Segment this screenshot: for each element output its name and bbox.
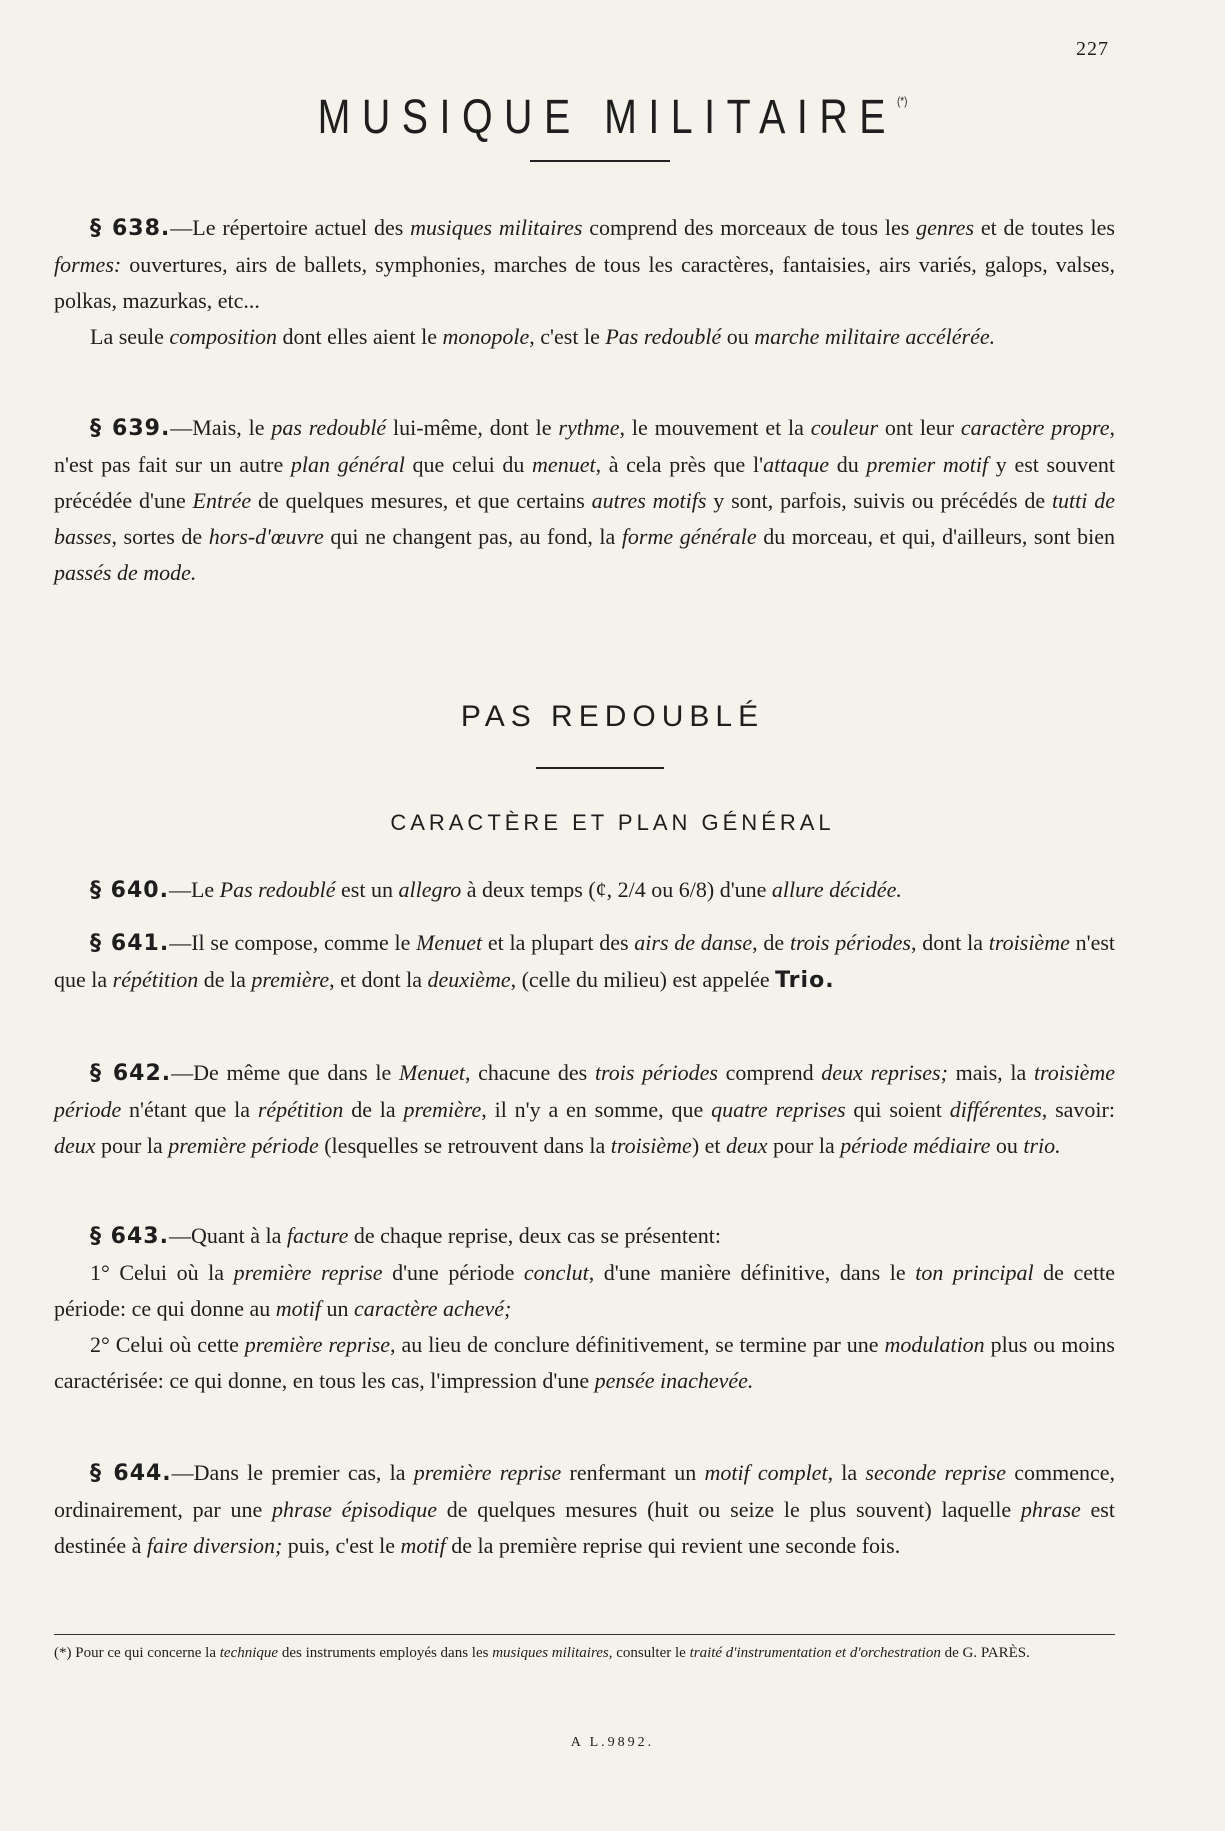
title-footnote-mark: (*) bbox=[896, 94, 908, 108]
emphasis: caractère achevé; bbox=[354, 1296, 512, 1321]
emphasis: musiques militaires bbox=[410, 215, 583, 240]
text: de la bbox=[198, 967, 252, 992]
emphasis: caractère propre bbox=[960, 415, 1110, 440]
text: y est souvent précédée d'une bbox=[54, 452, 1115, 513]
emphasis: phrase bbox=[1020, 1497, 1081, 1522]
emphasis: deux bbox=[54, 1133, 96, 1158]
text: ouvertures, airs de ballets, symphonies, marches de tous les caractères, fantaisies, airs variés, galops, valses, polkas, mazurkas, etc... bbox=[54, 252, 1115, 313]
text: de chaque reprise, deux cas se présentent: bbox=[348, 1223, 721, 1248]
emphasis: formes: bbox=[54, 252, 122, 277]
text: qui ne changent pas, au fond, la bbox=[323, 524, 622, 549]
paragraph-number: § 642. bbox=[90, 1061, 172, 1086]
text: , la bbox=[827, 1460, 866, 1485]
text: puis, c'est le bbox=[282, 1533, 401, 1558]
emphasis: période médiaire bbox=[840, 1133, 991, 1158]
emphasis: première bbox=[251, 967, 330, 992]
text: , consulter le bbox=[608, 1645, 690, 1661]
paragraph-643 bbox=[54, 1218, 1115, 1399]
title-rule bbox=[530, 160, 670, 162]
emphasis: ton principal bbox=[915, 1260, 1034, 1285]
text: ou bbox=[721, 324, 755, 349]
emphasis: conclut bbox=[523, 1260, 589, 1285]
text: y sont, parfois, suivis ou précédés de bbox=[706, 488, 1052, 513]
text: pour la bbox=[95, 1133, 169, 1158]
emphasis: trois périodes bbox=[594, 1060, 718, 1085]
text: mais, la bbox=[947, 1060, 1034, 1085]
text: , au lieu de conclure définitivement, se termine par une bbox=[390, 1332, 885, 1357]
text: (lesquelles se retrouvent dans la bbox=[318, 1133, 611, 1158]
emphasis: troisième bbox=[988, 930, 1070, 955]
emphasis: faire diversion; bbox=[146, 1533, 283, 1558]
emphasis: Pas redoublé bbox=[605, 324, 722, 349]
paragraph-number: § 641. bbox=[90, 931, 170, 956]
text: 2° Celui où cette bbox=[90, 1332, 245, 1357]
text: , dont la bbox=[911, 930, 989, 955]
text: de la bbox=[343, 1097, 404, 1122]
emphasis: airs de danse bbox=[634, 930, 753, 955]
paragraph-number: § 643. bbox=[90, 1224, 169, 1249]
emphasis: traité d'instrumentation et d'orchestration bbox=[689, 1645, 941, 1661]
text: , (celle du milieu) est appelée bbox=[510, 967, 776, 992]
emphasis: quatre reprises bbox=[711, 1097, 846, 1122]
page-title-text: MUSIQUE MILITAIRE bbox=[317, 91, 897, 144]
trio-label: Trio. bbox=[775, 968, 835, 993]
text: d'une période bbox=[382, 1260, 524, 1285]
emphasis: trois périodes bbox=[789, 930, 911, 955]
text: ) et bbox=[691, 1133, 727, 1158]
text: qui soient bbox=[845, 1097, 950, 1122]
text: n'étant que la bbox=[121, 1097, 258, 1122]
emphasis: composition bbox=[169, 324, 277, 349]
emphasis: hors-d'œuvre bbox=[208, 524, 324, 549]
text: , de bbox=[752, 930, 790, 955]
text: —Il se compose, comme le bbox=[169, 930, 417, 955]
paragraph-number: § 639. bbox=[90, 416, 171, 441]
paragraph-639 bbox=[54, 410, 1115, 591]
emphasis: forme générale bbox=[621, 524, 757, 549]
paragraph-638 bbox=[54, 210, 1115, 355]
text: à deux temps (¢, 2/4 ou 6/8) d'une bbox=[461, 877, 772, 902]
emphasis: motif complet bbox=[704, 1460, 828, 1485]
emphasis: modulation bbox=[884, 1332, 985, 1357]
paragraph-644 bbox=[54, 1455, 1115, 1564]
emphasis: première bbox=[403, 1097, 482, 1122]
footnote bbox=[54, 1640, 1115, 1666]
subparagraph bbox=[54, 319, 1115, 355]
emphasis: facture bbox=[286, 1223, 349, 1248]
text: —Mais, le bbox=[170, 415, 272, 440]
emphasis: Menuet bbox=[416, 930, 483, 955]
emphasis: troisième période bbox=[54, 1060, 1115, 1122]
emphasis: genres bbox=[916, 215, 975, 240]
text: , il n'y a en somme, que bbox=[481, 1097, 712, 1122]
emphasis: répétition bbox=[112, 967, 199, 992]
text: de quelques mesures, et que certains bbox=[251, 488, 592, 513]
text: de G. PARÈS. bbox=[940, 1645, 1030, 1661]
text: —De même que dans le bbox=[171, 1060, 399, 1085]
text: dont elles aient le bbox=[276, 324, 443, 349]
emphasis: deux bbox=[726, 1133, 768, 1158]
emphasis: première période bbox=[168, 1133, 319, 1158]
text: que celui du bbox=[404, 452, 533, 477]
emphasis: deuxième bbox=[427, 967, 511, 992]
paragraph-number: § 640. bbox=[90, 878, 169, 903]
emphasis: allure décidée. bbox=[771, 877, 902, 902]
emphasis: plan général bbox=[290, 452, 405, 477]
paragraph-642 bbox=[54, 1055, 1115, 1164]
page-title bbox=[110, 90, 1115, 145]
text: plus ou moins caractérisée: ce qui donne, en tous les cas, l'impression d'une bbox=[54, 1332, 1115, 1393]
paragraph-641 bbox=[54, 925, 1115, 999]
text: comprend bbox=[717, 1060, 822, 1085]
emphasis: deux reprises; bbox=[821, 1060, 948, 1085]
text: , le mouvement et la bbox=[619, 415, 811, 440]
emphasis: Pas redoublé bbox=[219, 877, 336, 902]
subparagraph-case-1 bbox=[54, 1255, 1115, 1327]
text: de quelques mesures (huit ou seize le plus souvent) laquelle bbox=[437, 1497, 1021, 1522]
text: de cette période: ce qui donne au bbox=[54, 1260, 1115, 1321]
emphasis: Entrée bbox=[192, 488, 252, 513]
text: —Quant à la bbox=[168, 1223, 287, 1248]
text: —Le bbox=[168, 877, 220, 902]
emphasis: monopole bbox=[442, 324, 530, 349]
emphasis: premier motif bbox=[866, 452, 989, 477]
text: ou bbox=[990, 1133, 1024, 1158]
emphasis: attaque bbox=[763, 452, 830, 477]
text: , c'est le bbox=[529, 324, 606, 349]
text: du morceau, et qui, d'ailleurs, sont bien bbox=[756, 524, 1116, 549]
emphasis: répétition bbox=[257, 1097, 344, 1122]
page-number: 227 bbox=[1076, 38, 1109, 60]
text: —Dans le premier cas, la bbox=[171, 1460, 414, 1485]
text: de la première reprise qui revient une seconde fois. bbox=[445, 1533, 901, 1558]
footnote-rule bbox=[54, 1634, 1115, 1635]
text: comprend des morceaux de tous les bbox=[582, 215, 917, 240]
text: , et dont la bbox=[329, 967, 428, 992]
text: et la plupart des bbox=[482, 930, 635, 955]
emphasis: pas redoublé bbox=[271, 415, 387, 440]
text: , savoir: bbox=[1041, 1097, 1115, 1122]
emphasis: première reprise bbox=[244, 1332, 391, 1357]
text: un bbox=[321, 1296, 354, 1321]
text: lui-même, dont le bbox=[386, 415, 559, 440]
emphasis: troisième bbox=[610, 1133, 692, 1158]
text: et de toutes les bbox=[974, 215, 1115, 240]
text: , chacune des bbox=[464, 1060, 595, 1085]
emphasis: technique bbox=[219, 1645, 279, 1661]
emphasis: Menuet bbox=[399, 1060, 465, 1085]
emphasis: différentes bbox=[949, 1097, 1042, 1122]
text: La seule bbox=[90, 324, 170, 349]
section-subtitle-caractere: CARACTÈRE ET PLAN GÉNÉRAL bbox=[390, 810, 835, 835]
emphasis: trio. bbox=[1023, 1133, 1061, 1158]
emphasis: motif bbox=[400, 1533, 446, 1558]
emphasis: marche militaire accélérée. bbox=[754, 324, 996, 349]
text: du bbox=[829, 452, 867, 477]
text: des instruments employés dans les bbox=[278, 1645, 493, 1661]
text: (*) Pour ce qui concerne la bbox=[54, 1645, 220, 1661]
emphasis: menuet bbox=[532, 452, 596, 477]
emphasis: motif bbox=[275, 1296, 321, 1321]
paragraph-number: § 644. bbox=[90, 1461, 172, 1486]
emphasis: passés de mode. bbox=[54, 560, 197, 585]
text: est un bbox=[335, 877, 399, 902]
emphasis: autres motifs bbox=[591, 488, 707, 513]
text: , n'est pas fait sur un autre bbox=[54, 415, 1115, 477]
text: , d'une manière définitive, dans le bbox=[588, 1260, 916, 1285]
text: est destinée à bbox=[54, 1497, 1115, 1558]
text: , sortes de bbox=[111, 524, 209, 549]
emphasis: première reprise bbox=[413, 1460, 562, 1485]
text: pour la bbox=[767, 1133, 841, 1158]
text: n'est que la bbox=[54, 930, 1116, 992]
paragraph-number: § 638. bbox=[90, 216, 171, 241]
section-rule bbox=[536, 767, 664, 769]
emphasis: première reprise bbox=[233, 1260, 383, 1285]
text: 1° Celui où la bbox=[90, 1260, 234, 1285]
text: ont leur bbox=[878, 415, 961, 440]
text: —Le répertoire actuel des bbox=[170, 215, 411, 240]
paragraph-640 bbox=[54, 872, 1115, 909]
plate-number: A L.9892. bbox=[570, 1735, 655, 1750]
subparagraph-case-2 bbox=[54, 1327, 1115, 1399]
emphasis: rythme bbox=[558, 415, 620, 440]
text: commence, ordinairement, par une bbox=[54, 1460, 1115, 1522]
emphasis: musiques militaires bbox=[492, 1645, 609, 1661]
emphasis: seconde reprise bbox=[865, 1460, 1006, 1485]
text: renfermant un bbox=[561, 1460, 705, 1485]
emphasis: tutti de basses bbox=[54, 488, 1115, 549]
section-title-pas-redouble: PAS REDOUBLÉ bbox=[460, 700, 765, 733]
emphasis: phrase épisodique bbox=[272, 1497, 437, 1522]
emphasis: pensée inachevée. bbox=[594, 1368, 754, 1393]
emphasis: couleur bbox=[810, 415, 878, 440]
text: , à cela près que l' bbox=[595, 452, 764, 477]
emphasis: allegro bbox=[398, 877, 462, 902]
